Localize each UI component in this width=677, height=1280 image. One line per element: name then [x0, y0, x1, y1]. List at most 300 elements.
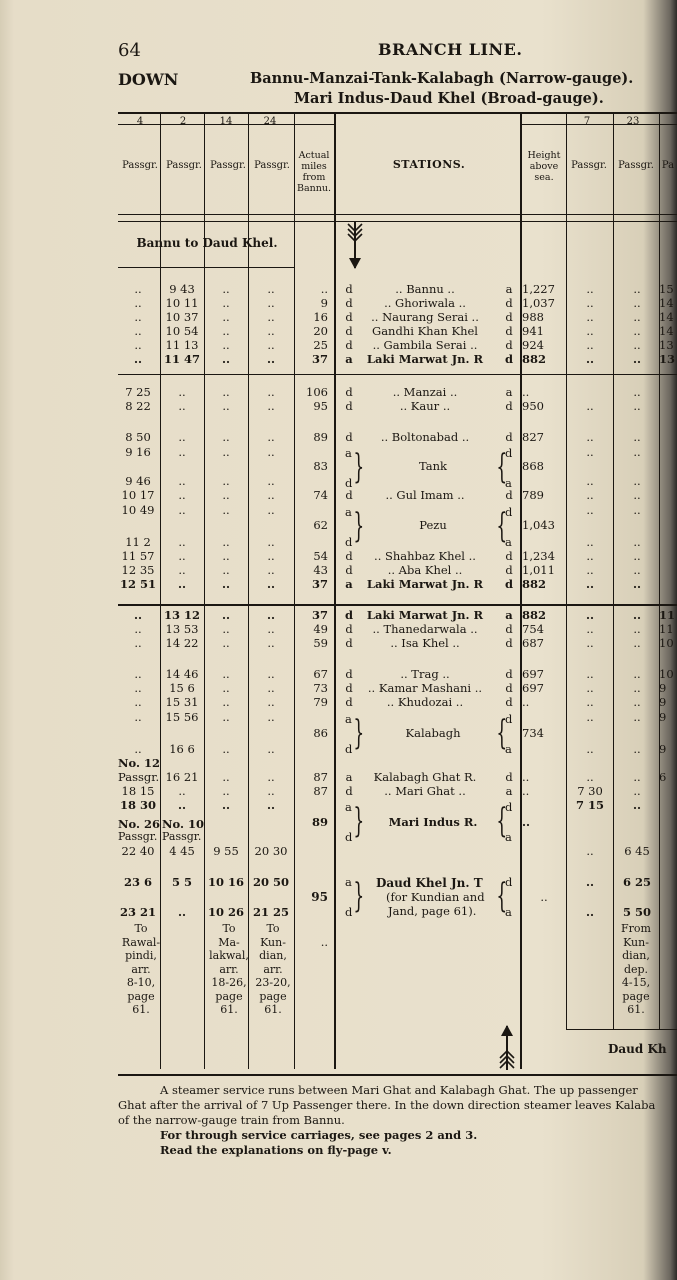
cell-c7: .. [586, 681, 594, 695]
cell-c23: .. [633, 563, 641, 577]
brace-top-right: d [505, 446, 513, 460]
cell-c7: .. [585, 352, 594, 366]
cell-c3: .. [222, 338, 230, 352]
brace-bottom-right: a [505, 830, 512, 844]
cell-st: .. Isa Khel .. [390, 636, 460, 650]
cell-db: d [505, 622, 513, 636]
cell-c1: 8 22 [125, 399, 151, 413]
table-row [118, 636, 677, 650]
cell-c1: 11 57 [121, 549, 155, 563]
cell-c2: 10 54 [165, 324, 199, 338]
col-passgr-23: Passgr. [618, 160, 654, 171]
cell-c2: 15 31 [165, 695, 199, 709]
cell-h: .. [522, 695, 530, 709]
cell-c4: .. [267, 549, 275, 563]
cell-c3: .. [222, 636, 230, 650]
train-number-24: 24 [263, 116, 277, 127]
footnote-line3: of the narrow-gauge train from Bannu. [118, 1113, 345, 1127]
cell-c2: 14 46 [165, 667, 199, 681]
cell-edge: 9 [659, 710, 667, 724]
tail-line: To [134, 922, 148, 935]
cell-c2: .. [177, 577, 186, 591]
cell-mi: 83 [313, 459, 328, 473]
cell-da: d [344, 608, 354, 622]
tail-line: page [215, 989, 243, 1003]
running-head: BRANCH LINE. [378, 40, 523, 59]
station-daud-khel-note2: Jand, page 61). [388, 904, 477, 918]
cell-st: .. Khudozai .. [386, 695, 464, 709]
cell-c23: .. [632, 577, 641, 591]
cell-c7: .. [586, 770, 594, 784]
footnotes [118, 1083, 673, 1158]
cell-c2: .. [178, 535, 186, 549]
cell-c4: 20 50 [252, 875, 289, 889]
cell-c2: 11 47 [163, 352, 200, 366]
cell-c2: .. [178, 399, 186, 413]
col-miles: Actual miles from Bannu. [296, 150, 332, 194]
brace-top-left: a [345, 505, 352, 519]
cell-c7: 7 30 [577, 784, 603, 798]
cell-c3: .. [222, 549, 230, 563]
brace-top-left: a [345, 446, 352, 460]
cell-mi: 20 [313, 324, 328, 338]
cell-c1: .. [134, 310, 142, 324]
cell-c23: .. [633, 282, 641, 296]
tail-line: lakwal, [209, 949, 249, 962]
cell-da: d [345, 784, 353, 798]
col-passgr-14: Passgr. [210, 160, 246, 171]
cell-c4: .. [267, 474, 275, 488]
cell-c3: .. [222, 474, 230, 488]
cell-c2: .. [178, 445, 186, 459]
cell-edge: 10 [659, 636, 674, 650]
cell-h: 789 [522, 488, 544, 502]
cell-c4: 20 30 [254, 844, 288, 858]
tail-c3 [206, 922, 252, 1017]
cell-c3: .. [222, 488, 230, 502]
cell-c4: .. [267, 784, 275, 798]
tail-line: Kun- [260, 935, 286, 949]
cell-c7: .. [586, 282, 594, 296]
cell-c1: 10 49 [121, 503, 155, 517]
cell-c1: 7 25 [125, 385, 151, 399]
cell-st: Laki Marwat Jn. R [366, 577, 484, 591]
cell-mi: 25 [313, 338, 328, 352]
tail-line: pindi, [125, 949, 157, 962]
height-daud-khel: .. [540, 890, 548, 904]
cell-c4: .. [267, 710, 275, 724]
cell-c7: .. [586, 310, 594, 324]
cell-da: d [345, 385, 353, 399]
cell-c1: 12 35 [121, 563, 155, 577]
cell-db: d [505, 563, 513, 577]
up-arrow-icon [496, 1024, 518, 1070]
cell-db: d [505, 488, 513, 502]
cell-mi: 54 [313, 549, 328, 563]
cell-h: 827 [522, 430, 544, 444]
footnote-line2: Ghat after the arrival of 7 Up Passenger there. In the down direction steamer leaves Kalaba [118, 1098, 656, 1112]
section-title: Bannu to Daud Khel. [136, 236, 278, 250]
table-row [118, 844, 677, 858]
cell-db: d [505, 681, 513, 695]
cell-st: .. Aba Khel .. [387, 563, 463, 577]
cell-da: d [345, 563, 353, 577]
brace-top-right: d [505, 800, 513, 814]
cell-db: d [505, 310, 513, 324]
cell-c2: .. [178, 503, 186, 517]
table-row [118, 710, 677, 724]
cell-da: d [345, 681, 353, 695]
cell-c3: .. [222, 695, 230, 709]
cell-c3: .. [222, 667, 230, 681]
cell-c7: .. [586, 488, 594, 502]
brace-top-left: a [345, 712, 352, 726]
cell-da: a [345, 770, 353, 784]
cell-c23: .. [633, 430, 641, 444]
cell-mi: 37 [311, 577, 328, 591]
cell-c23: 5 50 [622, 905, 651, 919]
cell-c2: 13 12 [163, 608, 200, 622]
cell-c1: 23 6 [123, 875, 152, 889]
cell-db: d [505, 324, 513, 338]
brace-left-glyph: } [353, 876, 365, 916]
brace-top-right: d [505, 875, 513, 889]
cell-st: Pezu [419, 518, 447, 532]
table-row [118, 338, 677, 352]
tail-line: To [266, 922, 280, 935]
cell-mi: 73 [313, 681, 328, 695]
tail-line: 18-26, [211, 976, 247, 989]
footnote-line1: A steamer service runs between Mari Ghat and Kalabagh Ghat. The up passenger [160, 1083, 638, 1097]
table-row [118, 726, 677, 740]
cell-c23: .. [633, 549, 641, 563]
cell-da: d [345, 430, 353, 444]
brace-bottom-right: a [505, 476, 512, 490]
cell-c3: .. [222, 296, 230, 310]
cell-c3: .. [222, 430, 230, 444]
cell-db: a [505, 784, 513, 798]
station-daud-khel-note1: (for Kundian and [386, 890, 485, 904]
cell-c4: .. [267, 310, 275, 324]
route-title-line2: Mari Indus-Daud Khel (Broad-gauge). [294, 90, 604, 107]
table-row [118, 535, 677, 549]
tail-line: 61. [627, 1003, 645, 1016]
train-label-no12: No. 12 [118, 756, 160, 770]
cell-c2: 15 6 [169, 681, 195, 695]
cell-da: d [345, 310, 353, 324]
cell-mi: 95 [313, 399, 328, 413]
train-label-no26: No. 26 [118, 817, 160, 831]
tail-line: Rawal- [121, 935, 161, 949]
station-daud-khel: Daud Khel Jn. T [376, 876, 483, 890]
cell-c1: .. [134, 324, 142, 338]
direction-label: DOWN [118, 70, 179, 89]
cell-c2: 5 5 [171, 875, 192, 889]
cell-c23: .. [633, 338, 641, 352]
cell-c23: .. [633, 385, 641, 399]
route-title-line1: Bannu-Manzai-Tank-Kalabagh (Narrow-gauge). [250, 70, 634, 87]
cell-c2: .. [178, 385, 186, 399]
cell-h: .. [522, 770, 530, 784]
brace-left-glyph: } [353, 506, 365, 546]
cell-c7: .. [586, 622, 594, 636]
cell-mi: 9 [320, 296, 328, 310]
table-row [118, 385, 677, 399]
tail-line: 61. [132, 1003, 150, 1016]
cell-c7: .. [586, 324, 594, 338]
cell-st: Kalabagh Ghat R. [373, 770, 477, 784]
cell-c3: .. [222, 622, 230, 636]
brace-left-glyph: } [353, 713, 365, 753]
cell-h: 882 [522, 577, 547, 591]
cell-c23: .. [633, 324, 641, 338]
cell-c1: .. [134, 681, 142, 695]
cell-db: d [505, 667, 513, 681]
cell-h: 1,011 [522, 563, 555, 577]
cell-c4: .. [267, 636, 275, 650]
brace-bottom-right: a [505, 535, 512, 549]
cell-c1: 18 15 [121, 784, 155, 798]
cell-c4: .. [267, 338, 275, 352]
table-row [118, 681, 677, 695]
table-row [118, 399, 677, 413]
cell-c23: .. [633, 622, 641, 636]
cell-db: d [505, 636, 513, 650]
cell-c2: .. [178, 549, 186, 563]
cell-da: d [345, 282, 353, 296]
cell-c23: .. [633, 488, 641, 502]
cell-c23: .. [633, 296, 641, 310]
cell-c4: .. [267, 535, 275, 549]
cell-c1: 10 17 [121, 488, 155, 502]
cell-c23: .. [633, 503, 641, 517]
cell-c2: 9 43 [169, 282, 195, 296]
cell-c23: .. [633, 742, 641, 756]
cell-da: d [345, 622, 353, 636]
train-label-no10: No. 10 [162, 817, 204, 831]
cell-edge: 11 [659, 622, 674, 636]
cell-c7: .. [586, 399, 594, 413]
train-number-14: 14 [219, 116, 233, 127]
brace-bottom-left: d [345, 830, 353, 844]
cell-h: 1,037 [522, 296, 555, 310]
col-passgr-2: Passgr. [166, 160, 202, 171]
tail-c4 [250, 922, 296, 1017]
brace-bottom-left: d [345, 476, 353, 490]
cell-c3: .. [222, 310, 230, 324]
cell-h: 882 [522, 352, 547, 366]
cell-c7: .. [586, 636, 594, 650]
cell-mi: 49 [313, 622, 328, 636]
cell-c23: .. [633, 399, 641, 413]
cell-c7: .. [586, 742, 594, 756]
cell-c23: .. [633, 695, 641, 709]
cell-c23: .. [633, 784, 641, 798]
table-row [118, 577, 677, 591]
cell-c3: .. [221, 352, 230, 366]
cell-c7: .. [585, 608, 594, 622]
table-row [118, 282, 677, 296]
cell-h: 1,234 [522, 549, 555, 563]
tail-line: Kun- [623, 935, 649, 949]
cell-c7: .. [586, 549, 594, 563]
cell-c2: .. [178, 563, 186, 577]
col-stations: STATIONS. [392, 158, 466, 171]
cell-h: 882 [522, 608, 547, 622]
col-passgr-7: Passgr. [571, 160, 607, 171]
brace-top-right: d [505, 505, 513, 519]
miles-tail: .. [320, 935, 328, 949]
cell-mi: 86 [313, 726, 328, 740]
cell-c4: .. [267, 563, 275, 577]
cell-c4: .. [266, 798, 275, 812]
cell-c1: .. [134, 296, 142, 310]
cell-c4: .. [267, 296, 275, 310]
cell-c23: .. [633, 474, 641, 488]
cell-mi: 37 [311, 608, 328, 622]
cell-edge: 6 [659, 770, 667, 784]
cell-edge: 9 [659, 695, 667, 709]
cell-h: 988 [522, 310, 544, 324]
cell-st: .. Trag .. [400, 667, 450, 681]
cell-st: Gandhi Khan Khel [372, 324, 478, 338]
cell-c4: .. [267, 324, 275, 338]
cell-c3: .. [222, 399, 230, 413]
cell-db: d [505, 338, 513, 352]
tail-line: arr. [219, 962, 239, 976]
cell-c1: .. [134, 742, 142, 756]
cell-c7: .. [586, 844, 594, 858]
cell-c2: 16 21 [165, 770, 199, 784]
cell-da: d [345, 324, 353, 338]
cell-st: Kalabagh [405, 726, 461, 740]
table-row [118, 608, 677, 622]
cell-c3: .. [221, 798, 230, 812]
cell-c1: .. [134, 667, 142, 681]
cell-db: d [504, 577, 514, 591]
cell-st: Laki Marwat Jn. R [366, 352, 484, 366]
tail-line: dep. [623, 962, 649, 976]
cell-c7: .. [586, 563, 594, 577]
cell-st: .. Gambila Serai .. [372, 338, 478, 352]
cell-st: .. Shahbaz Khel .. [374, 549, 476, 563]
brace-left-glyph: } [353, 801, 365, 841]
cell-edge: 14 [659, 296, 674, 310]
col-height: Height above sea. [527, 150, 561, 183]
brace-right-glyph: { [496, 447, 508, 487]
daud-khel-edge-label: Daud Kh [608, 1042, 667, 1056]
cell-db: a [505, 608, 513, 622]
cell-mi: 67 [313, 667, 328, 681]
cell-c1: Passgr. [118, 770, 160, 784]
cell-c1: 22 40 [121, 844, 155, 858]
cell-c1: .. [133, 608, 142, 622]
cell-c4: .. [266, 577, 275, 591]
tail-line: 61. [264, 1003, 282, 1016]
tail-line: arr. [263, 962, 283, 976]
cell-c23: .. [633, 710, 641, 724]
cell-c2: .. [178, 488, 186, 502]
table-row [118, 324, 677, 338]
cell-c1: 23 21 [119, 905, 156, 919]
cell-c23: .. [633, 310, 641, 324]
cell-c2: 16 6 [169, 742, 195, 756]
cell-c23: .. [633, 681, 641, 695]
cell-mi: 37 [311, 352, 328, 366]
train-number-2: 2 [179, 116, 187, 127]
cell-c3: .. [222, 535, 230, 549]
cell-c1: 12 51 [119, 577, 156, 591]
tail-c1 [118, 922, 164, 1017]
tail-line: page [127, 989, 155, 1003]
cell-edge: 9 [659, 742, 667, 756]
cell-c1: .. [134, 636, 142, 650]
page-number: 64 [118, 40, 141, 61]
cell-edge: 14 [659, 310, 674, 324]
table-row [118, 474, 677, 488]
cell-c3: .. [222, 503, 230, 517]
cell-db: d [505, 695, 513, 709]
table-row [118, 352, 677, 366]
cell-c7: .. [586, 667, 594, 681]
cell-c7: .. [586, 535, 594, 549]
cell-c2: 14 22 [165, 636, 199, 650]
cell-h: 1,227 [522, 282, 555, 296]
cell-c4: .. [267, 430, 275, 444]
cell-c2: 13 53 [165, 622, 199, 636]
cell-db: a [505, 385, 513, 399]
cell-c4: .. [267, 399, 275, 413]
train-label-passgr-10: Passgr. [162, 830, 202, 843]
cell-st: .. Bannu .. [395, 282, 455, 296]
cell-edge: 13 [659, 338, 674, 352]
tail-line: 23-20, [255, 976, 291, 989]
cell-db: d [505, 399, 513, 413]
brace-left-glyph: } [353, 447, 365, 487]
tail-line: Ma- [218, 935, 240, 949]
brace-right-glyph: { [496, 713, 508, 753]
tail-line: page [259, 989, 287, 1003]
cell-c23: .. [633, 770, 641, 784]
brace-bottom-left: d [345, 535, 353, 549]
cell-c4: .. [266, 608, 275, 622]
cell-st: .. Kaur .. [399, 399, 451, 413]
table-row [118, 459, 677, 473]
cell-c4: .. [267, 695, 275, 709]
cell-c7: .. [585, 905, 594, 919]
cell-c4: .. [267, 667, 275, 681]
cell-c1: 9 46 [125, 474, 151, 488]
col-passgr-4: Passgr. [122, 160, 158, 171]
cell-c3: .. [221, 608, 230, 622]
cell-c23: .. [632, 352, 641, 366]
cell-c23: .. [633, 636, 641, 650]
cell-c23: .. [632, 608, 641, 622]
cell-c4: .. [267, 282, 275, 296]
cell-mi: 16 [313, 310, 328, 324]
cell-c7: .. [586, 503, 594, 517]
cell-da: a [345, 352, 353, 366]
cell-db: d [505, 430, 513, 444]
table-row [118, 563, 677, 577]
cell-mi: 89 [311, 815, 328, 829]
cell-da: d [345, 667, 353, 681]
brace-right-glyph: { [496, 506, 508, 546]
cell-da: d [345, 636, 353, 650]
cell-mi: 59 [313, 636, 328, 650]
cell-c2: 4 45 [169, 844, 195, 858]
brace-top-left: a [345, 800, 352, 814]
